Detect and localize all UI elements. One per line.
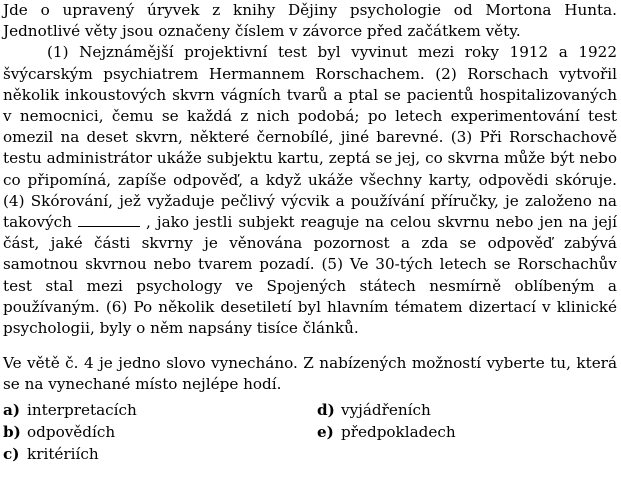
passage-before-blank: (1) Nejznámější projektivní test byl vyvinut mezi roky 1912 a 1922 švýcarským psychiatrem Hermannem Rorschachem. (2) Rorschach vytvořil několik inkoustových skvrn vágních tvarů a ptal se pacientů hospitalizovaných v nemocnici, čemu se každá z nich podobá; po letech experimentování test omezil na deset skvrn, některé černobílé, jiné barevné. (3) Při Rorschachově testu administrátor ukáže subjektu kartu, zeptá se jej, co skvrna může být nebo co připomíná, zapíše odpověď, a když ukáže všechny karty, odpovědi skóruje. (4) Skórování, jež vyžaduje pečlivý výcvik a používání příručky, je založeno na takových — [3, 43, 617, 232]
option-label: vyjádřeních — [341, 400, 431, 419]
option-a[interactable] — [3, 400, 317, 422]
option-label: předpokladech — [341, 422, 456, 441]
passage-blank — [78, 212, 140, 227]
option-label: kritériích — [27, 444, 99, 463]
option-d[interactable] — [317, 400, 617, 422]
option-e[interactable] — [317, 422, 617, 444]
option-label: odpovědích — [27, 422, 116, 441]
intro-text: Jde o upravený úryvek z knihy Dějiny psychologie od Mortona Hunta. Jednotlivé věty jsou označeny číslem v závorce před začátkem věty. — [3, 1, 617, 41]
option-label: interpretacích — [27, 400, 137, 419]
passage-text — [3, 42, 617, 339]
document-page — [3, 0, 617, 466]
option-c[interactable] — [3, 444, 317, 466]
question-text: Ve větě č. 4 je jedno slovo vynecháno. Z nabízených možností vyberte tu, která se na vynechané místo nejlépe hodí. — [3, 354, 617, 394]
option-letter: e) — [317, 422, 334, 441]
option-letter: c) — [3, 444, 20, 463]
passage-after-blank: , jako jestli subjekt reaguje na celou skvrnu nebo jen na její část, jaké části skvrny je věnována pozornost a zda se odpověď zabývá samotnou skvrnou nebo tvarem pozadí. (5) Ve 30-tých letech se Rorschachův test stal mezi psychology ve Spojených státech nesmírně oblíbeným a používaným. (6) Po několik desetiletí byl hlavním tématem dizertací v klinické psychologii, byly o něm napsány tisíce článků. — [3, 213, 618, 338]
option-letter: b) — [3, 422, 21, 441]
option-letter: d) — [317, 400, 335, 419]
answer-options — [3, 400, 617, 466]
option-b[interactable] — [3, 422, 317, 444]
option-letter: a) — [3, 400, 21, 419]
